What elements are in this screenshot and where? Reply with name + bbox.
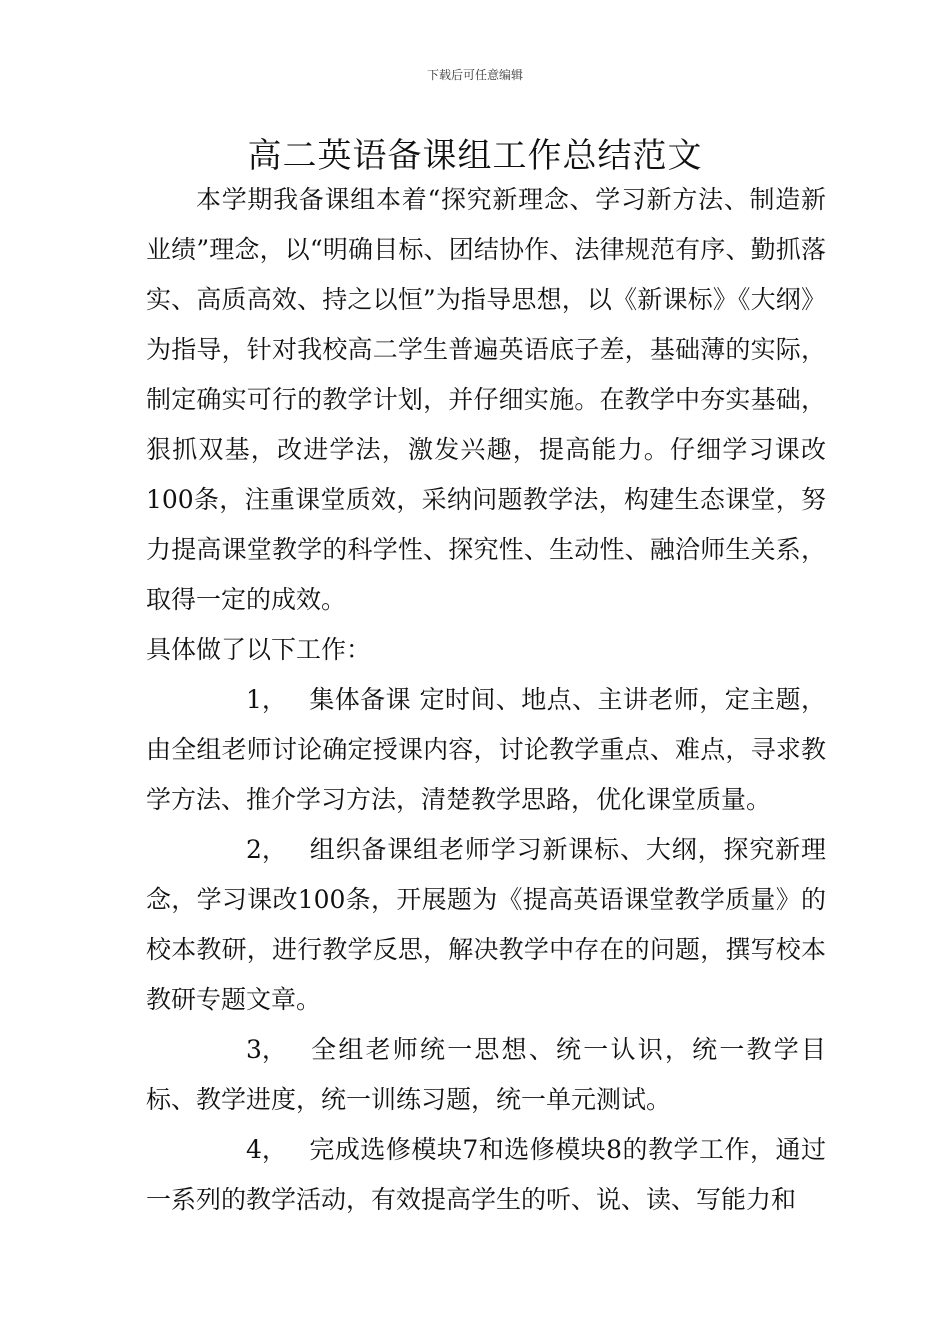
lead-paragraph: 具体做了以下工作： [146, 635, 372, 664]
intro-paragraph: 本学期我备课组本着“探究新理念、学习新方法、制造新业绩”理念，以“明确目标、团结协作、法律规范有序、勤抓落实、高质高效、持之以恒”为指导思想，以《新课标》《大纲》为指导，针对我校高二学生普遍英语底子差，基础薄的实际，制定确实可行的教学计划，并仔细实施。在教学中夯实基础，狠抓双基，改进学法，激发兴趣，提高能力。仔细学习课改100条，注重课堂质效，采纳问题教学法，构建生态课堂，努力提高课堂教学的科学性、探究性、生动性、融洽师生关系，取得一定的成效。 [146, 185, 826, 614]
list-item-number: 1， [246, 685, 287, 714]
list-item-text: 组织备课组老师学习新课标、大纲，探究新理念，学习课改100条，开展题为《提高英语课堂教学质量》的校本教研，进行教学反思，解决教学中存在的问题，撰写校本教研专题文章。 [146, 835, 826, 1014]
list-item-1 [146, 675, 826, 825]
list-item-number: 4， [246, 1135, 287, 1164]
header-note: 下载后可任意编辑 [426, 68, 523, 82]
list-item-text: 全组老师统一思想、统一认识，统一教学目标、教学进度，统一训练习题，统一单元测试。 [146, 1035, 826, 1114]
list-item-3 [146, 1025, 826, 1125]
list-item-number: 2， [246, 835, 287, 864]
list-item-2 [146, 825, 826, 1025]
document-body [146, 175, 826, 1225]
list-item-text: 完成选修模块7和选修模块8的教学工作，通过一系列的教学活动，有效提高学生的听、说、读、写能力和 [146, 1135, 826, 1214]
list-item-4 [146, 1125, 826, 1225]
document-title: 高二英语备课组工作总结范文 [247, 136, 703, 176]
list-item-text: 集体备课 定时间、地点、主讲老师，定主题，由全组老师讨论确定授课内容，讨论教学重点、难点，寻求教学方法、推介学习方法，清楚教学思路，优化课堂质量。 [146, 685, 826, 814]
list-item-number: 3， [246, 1035, 287, 1064]
